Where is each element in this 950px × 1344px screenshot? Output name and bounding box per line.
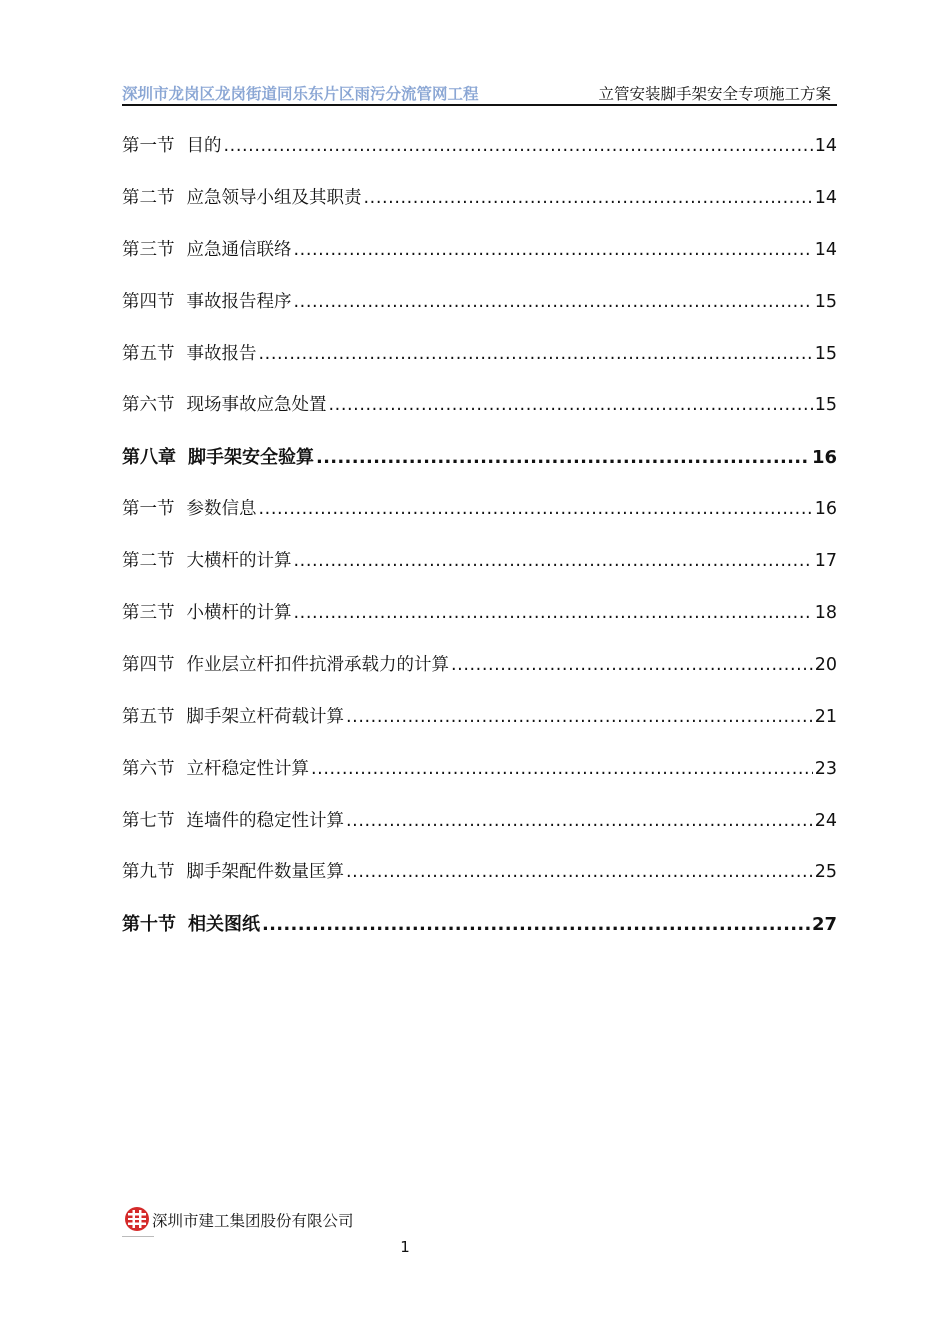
toc-dot-leader xyxy=(224,130,813,163)
toc-dot-leader xyxy=(311,753,813,786)
toc-entry[interactable] xyxy=(122,701,837,753)
toc-dot-leader xyxy=(346,856,813,889)
toc-entry-title: 脚手架安全验算 xyxy=(188,447,314,469)
toc-entry[interactable] xyxy=(122,493,837,545)
toc-entry-number: 第一节 xyxy=(122,136,175,156)
toc-entry-page: 25 xyxy=(814,862,837,883)
toc-dot-leader xyxy=(364,182,813,215)
toc-entry-title: 相关图纸 xyxy=(188,914,260,936)
toc-entry-title: 事故报告 xyxy=(186,343,257,364)
toc-entry-title: 连墙件的稳定性计算 xyxy=(186,810,344,831)
toc-entry[interactable] xyxy=(122,649,837,701)
toc-dot-leader xyxy=(451,649,813,682)
toc-dot-leader xyxy=(262,908,810,941)
toc-entry-title: 应急通信联络 xyxy=(186,239,292,260)
toc-entry-page: 24 xyxy=(814,810,837,831)
toc-entry-number: 第四节 xyxy=(122,654,175,675)
toc-entry-number: 第三节 xyxy=(122,603,175,624)
page-footer xyxy=(122,1206,422,1236)
toc-entry-title: 小横杆的计算 xyxy=(186,603,292,624)
toc-entry-title: 参数信息 xyxy=(186,499,257,520)
toc-entry-page: 20 xyxy=(814,654,837,675)
page-header xyxy=(122,80,837,106)
toc-entry[interactable] xyxy=(122,182,837,234)
toc-entry-page: 16 xyxy=(811,447,837,469)
document-title: 立管安装脚手架安全专项施工方案 xyxy=(598,85,831,103)
toc-entry-number: 第九节 xyxy=(122,862,175,883)
toc-entry[interactable] xyxy=(122,130,837,182)
toc-entry[interactable] xyxy=(122,545,837,597)
toc-entry-number: 第二节 xyxy=(122,187,175,208)
toc-entry-page: 15 xyxy=(814,343,837,364)
toc-entry-number: 第五节 xyxy=(122,706,175,727)
table-of-contents xyxy=(122,130,837,960)
toc-entry-title: 现场事故应急处置 xyxy=(186,395,327,416)
toc-entry-title: 应急领导小组及其职责 xyxy=(186,187,362,208)
toc-entry-number: 第二节 xyxy=(122,551,175,572)
toc-entry-number: 第八章 xyxy=(122,447,176,469)
toc-dot-leader xyxy=(329,389,813,422)
toc-entry-title: 事故报告程序 xyxy=(186,291,292,312)
toc-entry-title: 脚手架立杆荷载计算 xyxy=(186,706,344,727)
toc-dot-leader xyxy=(259,338,813,371)
toc-entry-title: 作业层立杆扣件抗滑承载力的计算 xyxy=(186,654,449,675)
toc-entry[interactable] xyxy=(122,234,837,286)
toc-entry-number: 第五节 xyxy=(122,343,175,364)
toc-entry-page: 15 xyxy=(814,395,837,416)
toc-entry-title: 立杆稳定性计算 xyxy=(186,758,309,779)
toc-entry[interactable] xyxy=(122,753,837,805)
toc-entry-page: 14 xyxy=(814,187,837,208)
page-number: 1 xyxy=(400,1238,410,1256)
toc-entry-number: 第七节 xyxy=(122,810,175,831)
toc-entry-title: 目的 xyxy=(186,136,222,156)
toc-entry[interactable] xyxy=(122,856,837,908)
toc-dot-leader xyxy=(346,805,813,838)
toc-entry[interactable] xyxy=(122,389,837,441)
toc-dot-leader xyxy=(316,441,810,474)
toc-dot-leader xyxy=(294,545,813,578)
toc-entry[interactable] xyxy=(122,441,837,493)
toc-entry[interactable] xyxy=(122,597,837,649)
company-logo-icon xyxy=(124,1206,150,1232)
toc-entry[interactable] xyxy=(122,805,837,857)
toc-entry-number: 第三节 xyxy=(122,239,175,260)
company-name: 深圳市建工集团股份有限公司 xyxy=(152,1212,354,1230)
toc-dot-leader xyxy=(294,597,813,630)
footer-rule xyxy=(122,1236,154,1237)
project-title: 深圳市龙岗区龙岗街道同乐东片区雨污分流管网工程 xyxy=(122,84,479,103)
toc-dot-leader xyxy=(346,701,813,734)
toc-entry-number: 第一节 xyxy=(122,499,175,520)
toc-entry-number: 第十节 xyxy=(122,914,176,936)
toc-entry[interactable] xyxy=(122,338,837,390)
toc-entry-page: 16 xyxy=(814,499,837,520)
toc-entry-page: 21 xyxy=(814,706,837,727)
toc-entry-number: 第四节 xyxy=(122,291,175,312)
toc-entry-page: 15 xyxy=(814,291,837,312)
toc-dot-leader xyxy=(294,234,813,267)
toc-entry-page: 17 xyxy=(814,551,837,572)
toc-entry-title: 脚手架配件数量匡算 xyxy=(186,862,344,883)
toc-entry[interactable] xyxy=(122,286,837,338)
toc-entry-title: 大横杆的计算 xyxy=(186,551,292,572)
toc-entry-number: 第六节 xyxy=(122,395,175,416)
toc-entry[interactable] xyxy=(122,908,837,960)
toc-dot-leader xyxy=(259,493,813,526)
toc-entry-page: 27 xyxy=(811,914,837,936)
toc-entry-page: 18 xyxy=(814,603,837,624)
toc-dot-leader xyxy=(294,286,813,319)
toc-entry-number: 第六节 xyxy=(122,758,175,779)
toc-entry-page: 14 xyxy=(814,136,837,156)
toc-entry-page: 14 xyxy=(814,239,837,260)
toc-entry-page: 23 xyxy=(814,758,837,779)
